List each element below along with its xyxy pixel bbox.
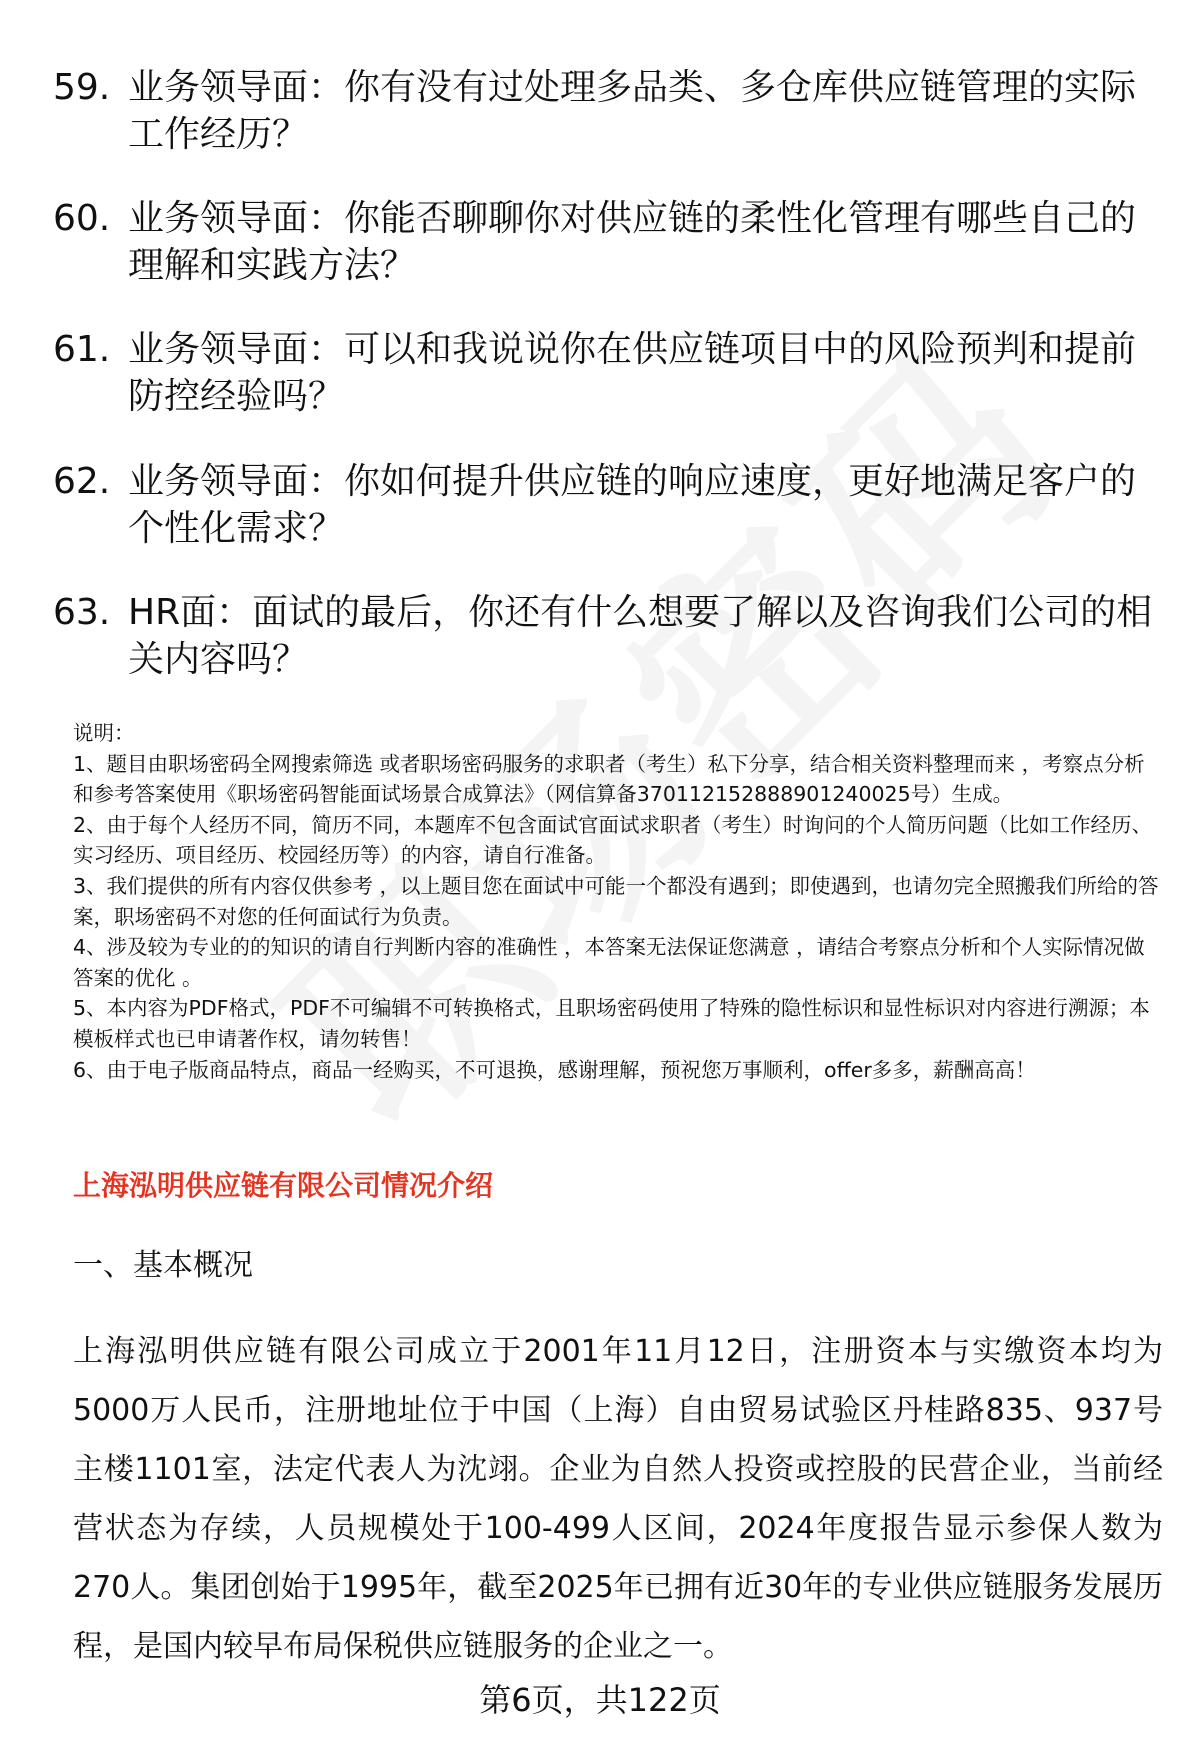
question-text: 业务领导面：你有没有过处理多品类、多仓库供应链管理的实际工作经历？ bbox=[128, 67, 1137, 155]
question-text: HR面：面试的最后，你还有什么想要了解以及咨询我们公司的相关内容吗？ bbox=[128, 592, 1153, 680]
notes-title: 说明： bbox=[73, 721, 135, 745]
question-text: 业务领导面：可以和我说说你在供应链项目中的风险预判和提前防控经验吗？ bbox=[128, 329, 1137, 417]
page-footer: 第6页，共122页 bbox=[479, 1681, 721, 1719]
question-number: 62. bbox=[53, 461, 111, 502]
note-item: 2、由于每个人经历不同，简历不同，本题库不包含面试官面试求职者（考生）时询问的个人简历问题（比如工作经历、实习经历、项目经历、校园经历等）的内容，请自行准备。 bbox=[73, 812, 1153, 868]
note-item: 1、题目由职场密码全网搜索筛选 或者职场密码服务的求职者（考生）私下分享，结合相关资料整理而来 ，考察点分析和参考答案使用《职场密码智能面试场景合成算法》（网信算备370112152888901240025号）生成。 bbox=[73, 751, 1145, 807]
note-item: 6、由于电子版商品特点，商品一经购买，不可退换，感谢理解，预祝您万事顺利，offer多多，薪酬高高！ bbox=[73, 1057, 1036, 1082]
company-overview-paragraph: 上海泓明供应链有限公司成立于2001年11月12日，注册资本与实缴资本均为5000万人民币，注册地址位于中国（上海）自由贸易试验区丹桂路835、937号主楼1101室，法定代表人为沈翊。企业为自然人投资或控股的民营企业，当前经营状态为存续，人员规模处于100-499人区间，2024年度报告显示参保人数为270人。集团创始于1995年，截至2025年已拥有近30年的专业供应链服务发展历程，是国内较早布局保税供应链服务的企业之一。 bbox=[73, 1334, 1163, 1664]
question-text: 业务领导面：你能否聊聊你对供应链的柔性化管理有哪些自己的理解和实践方法？ bbox=[128, 198, 1137, 286]
question-item bbox=[53, 458, 1163, 552]
note-item: 4、涉及较为专业的的知识的请自行判断内容的准确性 ，本答案无法保证您满意 ，请结合考察点分析和个人实际情况做答案的优化 。 bbox=[73, 935, 1145, 990]
question-item bbox=[53, 195, 1163, 289]
question-item bbox=[53, 589, 1163, 683]
section-heading: 一、基本概况 bbox=[73, 1248, 253, 1283]
question-item bbox=[53, 326, 1163, 420]
question-number: 60. bbox=[53, 198, 111, 239]
notes-section bbox=[73, 718, 1163, 1085]
note-item: 5、本内容为PDF格式，PDF不可编辑不可转换格式，且职场密码使用了特殊的隐性标识和显性标识对内容进行溯源；本模板样式也已申请著作权，请勿转售！ bbox=[73, 996, 1150, 1051]
question-item bbox=[53, 64, 1163, 158]
question-number: 63. bbox=[53, 592, 111, 633]
question-text: 业务领导面：你如何提升供应链的响应速度，更好地满足客户的个性化需求？ bbox=[128, 461, 1137, 549]
question-number: 59. bbox=[53, 67, 111, 108]
note-item: 3、我们提供的所有内容仅供参考 ，以上题目您在面试中可能一个都没有遇到；即使遇到，也请勿完全照搬我们所给的答案，职场密码不对您的任何面试行为负责。 bbox=[73, 873, 1159, 929]
company-heading: 上海泓明供应链有限公司情况介绍 bbox=[73, 1169, 494, 1202]
question-number: 61. bbox=[53, 329, 111, 370]
